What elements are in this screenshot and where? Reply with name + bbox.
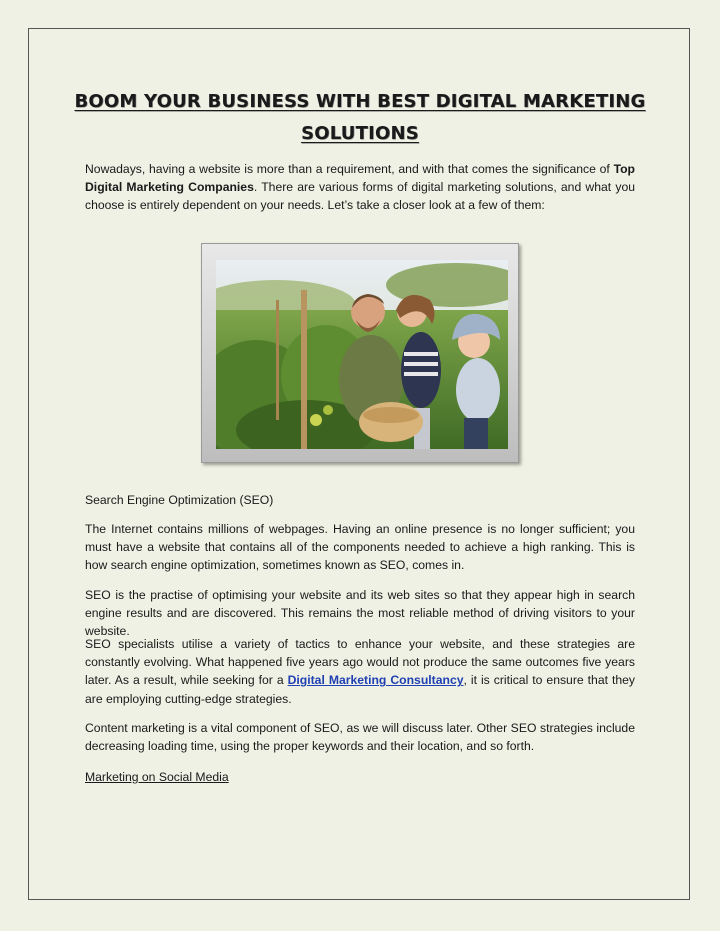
seo-paragraph-2: SEO is the practise of optimising your website and its web sites so that they appear high in search engine results and are discovered. This remains the most reliable method of driving visitors to your website. <box>85 588 635 639</box>
digital-marketing-consultancy-link[interactable]: Digital Marketing Consultancy <box>287 673 464 688</box>
family-garden-photo-icon <box>216 260 508 449</box>
seo-paragraph-3 <box>85 635 635 708</box>
seo-heading: Search Engine Optimization (SEO) <box>85 493 274 507</box>
seo-paragraph-4: Content marketing is a vital component of SEO, as we will discuss later. Other SEO strategies include decreasing loading time, using the proper keywords and their location, and so forth. <box>85 721 635 754</box>
top-digital-marketing-companies-bold: Top Digital Marketing Companies <box>85 162 635 195</box>
intro-text-after: . There are various forms of digital marketing solutions, and what you choose is entirely dependent on your needs. Let’s take a closer look at a few of them: <box>85 180 635 213</box>
seo-paragraph-1: The Internet contains millions of webpages. Having an online presence is no longer sufficient; you must have a website that contains all of the components needed to achieve a high ranking. This is how search engine optimization, sometimes known as SEO, comes in. <box>85 522 635 573</box>
document-title: BOOM YOUR BUSINESS WITH BEST DIGITAL MARKETING SOLUTIONS <box>74 91 646 144</box>
photo-frame <box>201 243 519 463</box>
social-media-heading: Marketing on Social Media <box>85 770 229 784</box>
intro-text-before: Nowadays, having a website is more than a requirement, and with that comes the significance of <box>85 162 614 176</box>
seo-paragraph-3-after: , it is critical to ensure that they are employing cutting-edge strategies. <box>85 673 636 706</box>
seo-paragraph-3-before: SEO specialists utilise a variety of tactics to enhance your website, and these strategies are constantly evolving. What happened five years ago would not produce the same outcomes five years later. As a result, while seeking for a <box>85 637 635 688</box>
intro-paragraph <box>85 160 635 215</box>
